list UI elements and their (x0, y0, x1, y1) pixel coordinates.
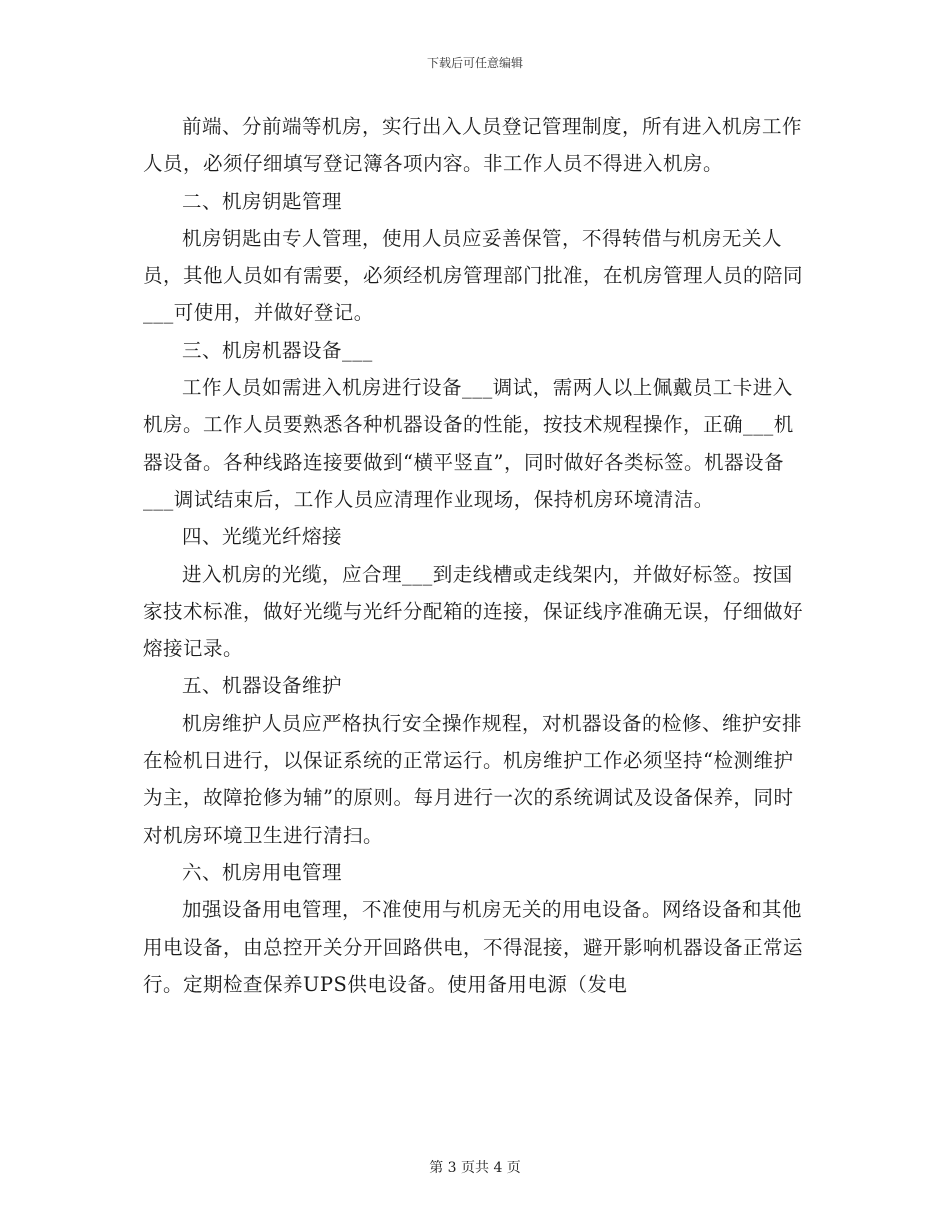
section-heading-maintenance: 五、机器设备维护 (182, 674, 343, 698)
section-heading-fiber: 四、光缆光纤熔接 (182, 525, 343, 549)
paragraph-maintenance: 机房维护人员应严格执行安全操作规程，对机器设备的检修、维护安排在检机日进行，以保证系统的正常运行。机房维护工作必须坚持“检测维护为主，故障抢修为辅”的原则。每月进行一次的系统调试及设备保养，同时对机房环境卫生进行清扫。 (143, 711, 803, 847)
document-body (143, 108, 808, 1003)
section-heading-equipment: 三、机房机器设备___ (182, 338, 373, 362)
page-header: 下载后可任意编辑 (426, 56, 523, 70)
section-heading-power: 六、机房用电管理 (182, 860, 343, 884)
paragraph-equipment: 工作人员如需进入机房进行设备___调试，需两人以上佩戴员工卡进入机房。工作人员要熟悉各种机器设备的性能，按技术规程操作，正确___机器设备。各种线路连接要做到“横平竖直”，同时做好各类标签。机器设备___调试结束后，工作人员应清理作业现场，保持机房环境清洁。 (143, 376, 794, 511)
page-number: 第 3 页共 4 页 (429, 1160, 521, 1176)
paragraph-keys: 机房钥匙由专人管理，使用人员应妥善保管，不得转借与机房无关人员，其他人员如有需要，必须经机房管理部门批准，在机房管理人员的陪同___可使用，并做好登记。 (143, 226, 804, 325)
section-heading-keys: 二、机房钥匙管理 (182, 189, 343, 213)
paragraph-fiber: 进入机房的光缆，应合理___到走线槽或走线架内，并做好标签。按国家技术标准，做好光缆与光纤分配箱的连接，保证线序准确无误，仔细做好熔接记录。 (143, 562, 804, 661)
paragraph-continued: 前端、分前端等机房，实行出入人员登记管理制度，所有进入机房工作人员，必须仔细填写登记簿各项内容。非工作人员不得进入机房。 (143, 115, 803, 176)
paragraph-power: 加强设备用电管理，不准使用与机房无关的用电设备。网络设备和其他用电设备，由总控开关分开回路供电，不得混接，避开影响机器设备正常运行。定期检查保养UPS供电设备。使用备用电源（发电 (143, 898, 804, 996)
